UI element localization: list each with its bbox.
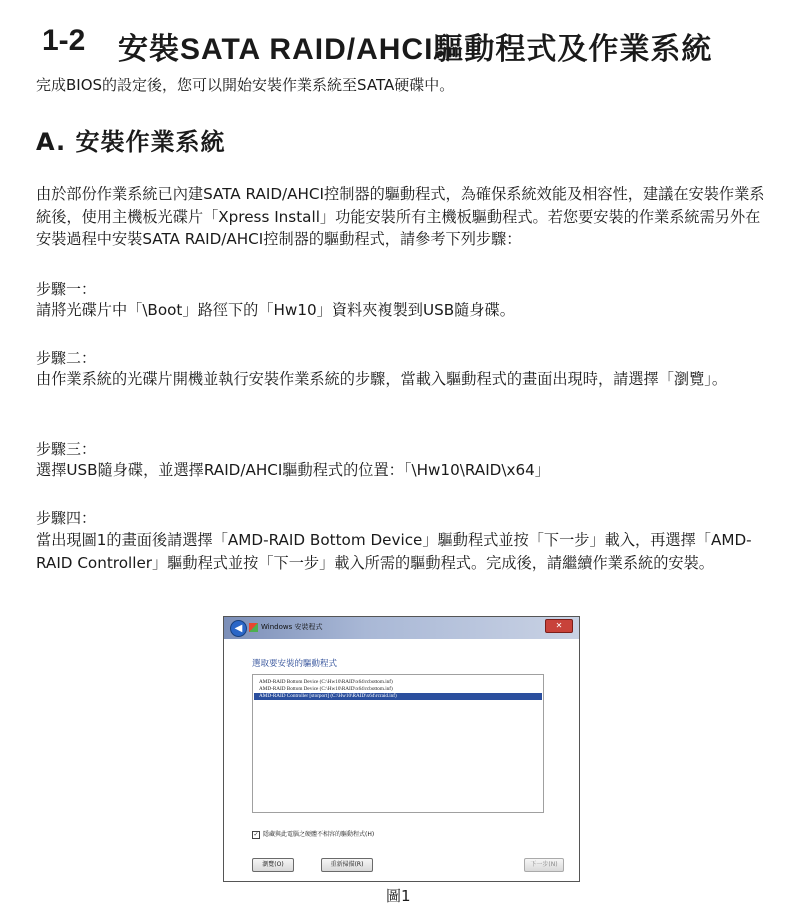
step-2-label: 步驟二： — [36, 349, 97, 367]
driver-list-item-selected[interactable]: AMD-RAID Controller [storport] (C:\Hw10\RAID\x64\rcraid.inf) — [254, 693, 542, 700]
back-arrow-icon[interactable]: ◀ — [230, 620, 247, 637]
step-4-text: 當出現圖1的畫面後請選擇「AMD-RAID Bottom Device」驅動程式並按「下一步」載入，再選擇「AMD-RAID Controller」驅動程式並按「下一步」載入所需的驅動程式。完成後，請繼續作業系統的安裝。 — [36, 531, 752, 572]
window-title: Windows 安裝程式 — [261, 623, 323, 631]
section-number: 1-2 — [42, 24, 86, 57]
windows-logo-icon — [249, 623, 258, 632]
figure-caption: 圖1 — [386, 887, 411, 905]
step-2-text: 由作業系統的光碟片開機並執行安裝作業系統的步驟，當載入驅動程式的畫面出現時，請選擇「瀏覽」。 — [36, 370, 728, 388]
hide-incompatible-checkbox[interactable] — [252, 829, 374, 839]
driver-list-item[interactable]: AMD-RAID Bottom Device (C:\Hw10\RAID\x64\rcbottom.inf) — [259, 679, 393, 685]
step-3-label: 步驟三： — [36, 440, 97, 458]
driver-listbox[interactable] — [252, 674, 544, 813]
intro-paragraph: 由於部份作業系統已內建SATA RAID/AHCI控制器的驅動程式，為確保系統效能及相容性，建議在安裝作業系統後，使用主機板光碟片「Xpress Install」功能安裝所有主機板驅動程式。若您要安裝的作業系統需另外在安裝過程中安裝SATA RAID/AHCI控制器的驅動程式，請參考下列步驟： — [36, 185, 765, 248]
checkmark-icon[interactable]: ✓ — [253, 830, 259, 838]
window-titlebar — [224, 617, 579, 639]
browse-button[interactable]: 瀏覽(O) — [252, 858, 294, 872]
close-button[interactable]: ✕ — [545, 619, 573, 633]
step-3-text: 選擇USB隨身碟，並選擇RAID/AHCI驅動程式的位置：「\Hw10\RAID\x64」 — [36, 461, 550, 479]
step-1-label: 步驟一： — [36, 280, 97, 298]
intro-text: 完成BIOS的設定後，您可以開始安裝作業系統至SATA硬碟中。 — [36, 76, 455, 94]
subsection-title: A. 安裝作業系統 — [36, 128, 226, 156]
driver-list-item[interactable]: AMD-RAID Bottom Device (C:\Hw10\RAID\x64\rcbottom.inf) — [259, 686, 393, 692]
step-1-text: 請將光碟片中「\Boot」路徑下的「Hw10」資料夾複製到USB隨身碟。 — [36, 301, 515, 319]
next-button[interactable]: 下一步(N) — [524, 858, 564, 872]
rescan-button[interactable]: 重新掃描(R) — [321, 858, 373, 872]
step-4-label: 步驟四： — [36, 509, 97, 527]
driver-install-screenshot — [223, 616, 580, 882]
section-title: 安裝SATA RAID/AHCI驅動程式及作業系統 — [118, 33, 713, 66]
dialog-heading: 選取要安裝的驅動程式 — [252, 659, 338, 669]
checkbox-label: 隱藏與此電腦之硬體不相容的驅動程式(H) — [263, 831, 375, 838]
